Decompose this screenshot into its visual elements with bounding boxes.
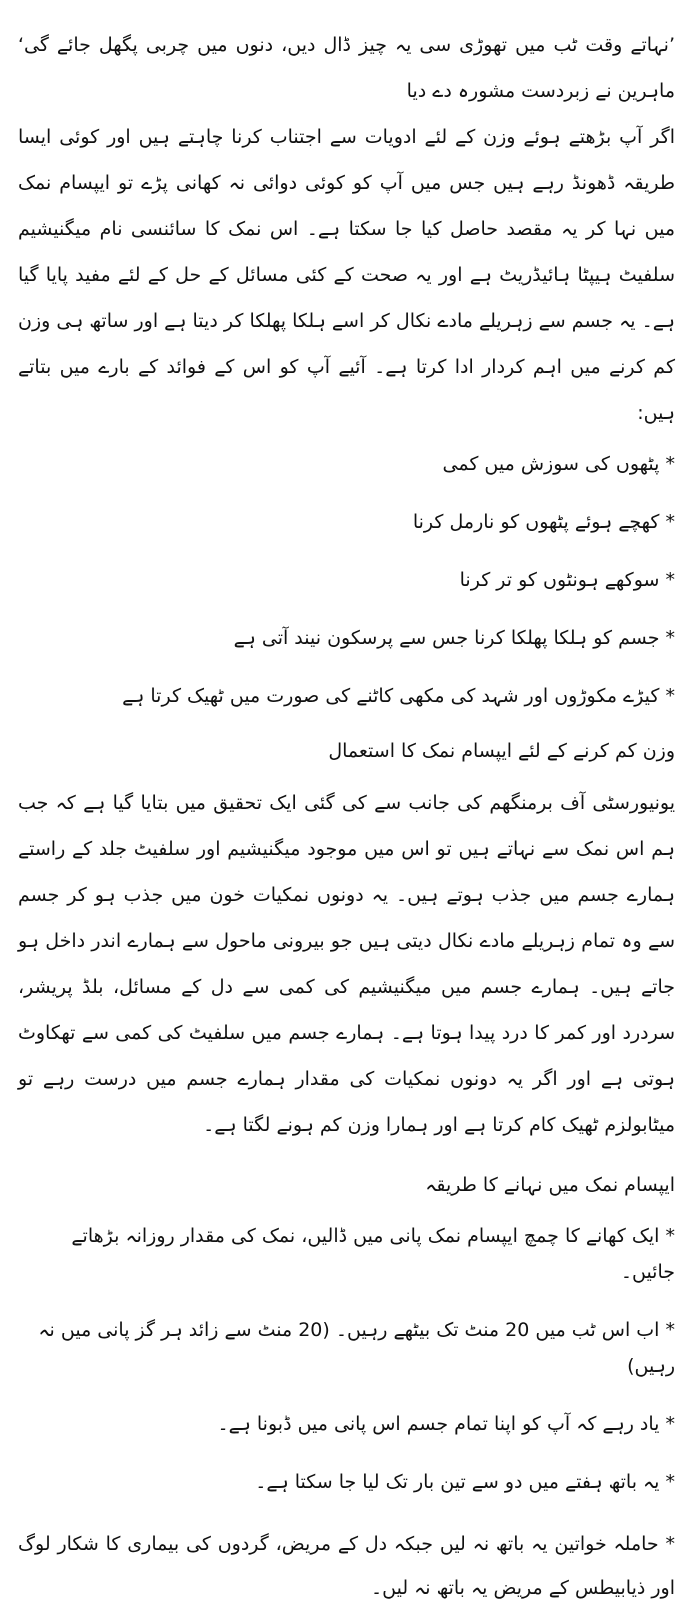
warning-note: * حاملہ خواتین یہ باتھ نہ لیں جبکہ دل کے مریض، گردوں کی بیماری کا شکار لوگ اور ذیابیطس کے مریض یہ باتھ نہ لیں۔: [18, 1533, 675, 1599]
benefit-item: * پٹھوں کی سوزش میں کمی: [442, 453, 675, 475]
usage-paragraph: یونیورسٹی آف برمنگھم کی جانب سے کی گئی ایک تحقیق میں بتایا گیا ہے کہ جب ہم اس نمک سے نہاتے ہیں تو اس میں موجود میگنیشیم اور سلفیٹ جلد کے راستے ہمارے جسم میں جذب ہوتے ہیں۔ یہ دونوں نمکیات خون میں جذب ہو کر جسم سے وہ تمام زہریلے مادے نکال دیتی ہیں جو بیرونی ماحول سے ہمارے اندر داخل ہو جاتے ہیں۔ ہمارے جسم میں میگنیشیم کی کمی سے دل کے مسائل، بلڈ پریشر، سردرد اور کمر کا درد پیدا ہوتا ہے۔ ہمارے جسم میں سلفیٹ کی کمی سے تھکاوٹ ہوتی ہے اور اگر یہ دونوں نمکیات کی مقدار ہمارے جسم میں درست رہے تو میٹابولزم ٹھیک کام کرتا ہے اور ہمارا وزن کم ہونے لگتا ہے۔: [18, 792, 675, 1136]
article-body: [18, 22, 675, 1610]
section-heading-method: ایپسام نمک میں نہانے کا طریقہ: [425, 1174, 675, 1196]
intro-paragraph: اگر آپ بڑھتے ہوئے وزن کے لئے ادویات سے اجتناب کرنا چاہتے ہیں اور کوئی ایسا طریقہ ڈھونڈ رہے ہیں جس میں آپ کو کوئی دوائی نہ کھانی پڑے تو ایپسام نمک میں نہا کر یہ مقصد حاصل کیا جا سکتا ہے۔ اس نمک کا سائنسی نام میگنیشیم سلفیٹ ہیپٹا ہائیڈریٹ ہے اور یہ صحت کے کئی مسائل کے حل کے لئے مفید پایا گیا ہے۔ یہ جسم سے زہریلے مادے نکال کر اسے ہلکا پھلکا کر دیتا ہے اور ساتھ ہی وزن کم کرنے میں اہم کردار ادا کرتا ہے۔ آئیے آپ کو اس کے فوائد کے بارے میں بتاتے ہیں:: [18, 126, 675, 424]
method-step: * ایک کھانے کا چمچ ایپسام نمک پانی میں ڈالیں، نمک کی مقدار روزانہ بڑھاتے جائیں۔: [71, 1225, 675, 1283]
benefit-item: * کھچے ہوئے پٹھوں کو نارمل کرنا: [412, 511, 675, 533]
method-step: * یاد رہے کہ آپ کو اپنا تمام جسم اس پانی میں ڈبونا ہے۔: [217, 1413, 675, 1435]
benefit-item: * کیڑے مکوڑوں اور شہد کی مکھی کاٹنے کی صورت میں ٹھیک کرتا ہے: [122, 685, 675, 707]
benefit-item: * جسم کو ہلکا پھلکا کرنا جس سے پرسکون نیند آتی ہے: [233, 627, 675, 649]
article-headline: ’نہاتے وقت ٹب میں تھوڑی سی یہ چیز ڈال دیں، دنوں میں چربی پگھل جائے گی‘ ماہرین نے زبردست مشورہ دے دیا: [18, 34, 675, 102]
method-step: * یہ باتھ ہفتے میں دو سے تین بار تک لیا جا سکتا ہے۔: [255, 1471, 675, 1493]
method-step: * اب اس ٹب میں 20 منٹ تک بیٹھے رہیں۔ (20 منٹ سے زائد ہر گز پانی میں نہ رہیں): [38, 1319, 675, 1377]
section-heading-usage: وزن کم کرنے کے لئے ایپسام نمک کا استعمال: [328, 740, 675, 762]
benefit-item: * سوکھے ہونٹوں کو تر کرنا: [459, 569, 675, 591]
